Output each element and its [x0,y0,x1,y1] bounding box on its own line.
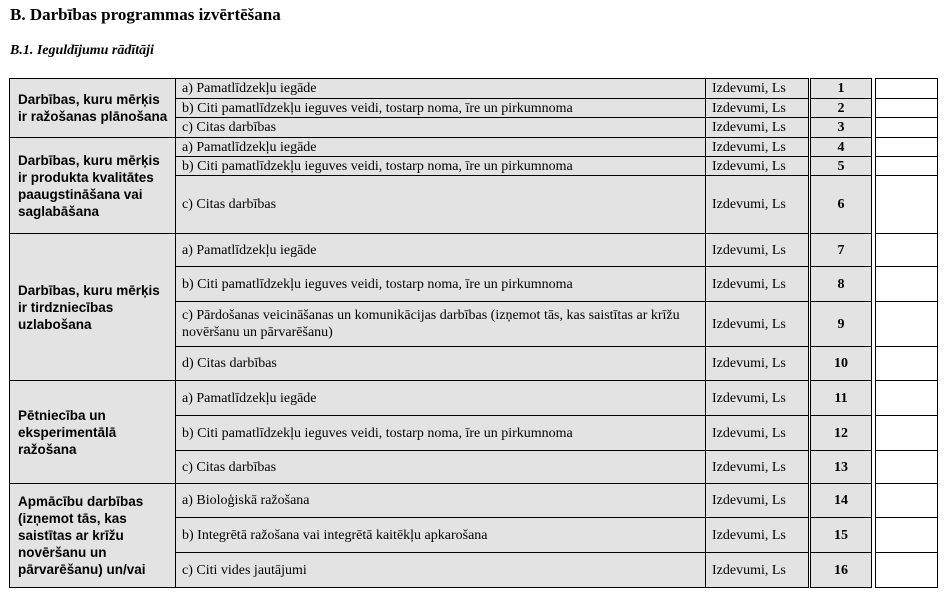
unit-label: Izdevumi, Ls [706,484,810,518]
table-row [10,234,938,267]
table-row [10,381,938,416]
row-number: 3 [810,118,872,138]
value-input-cell[interactable] [876,451,938,484]
item-label: c) Citas darbības [176,118,706,138]
item-label: c) Pārdošanas veicināšanas un komunikācijas darbības (izņemot tās, kas saistītas ar krīžu novēršanu un pārvarēšanu) [176,302,706,347]
item-label: d) Citas darbības [176,347,706,381]
unit-label: Izdevumi, Ls [706,518,810,553]
group-label: Apmācību darbības (izņemot tās, kas saistītas ar krīžu novēršanu un pārvarēšanu) un/vai [10,484,176,588]
unit-label: Izdevumi, Ls [706,416,810,451]
row-number: 4 [810,138,872,157]
investment-indicators-table [9,78,938,588]
group-label: Darbības, kuru mērķis ir ražošanas plānošana [10,79,176,138]
table-row [10,484,938,518]
value-input-cell[interactable] [876,79,938,99]
value-input-cell[interactable] [876,416,938,451]
row-number: 15 [810,518,872,553]
row-number: 2 [810,99,872,118]
item-label: b) Citi pamatlīdzekļu ieguves veidi, tostarp noma, īre un pirkumnoma [176,99,706,118]
table-row [10,79,938,99]
row-number: 13 [810,451,872,484]
item-label: a) Pamatlīdzekļu iegāde [176,381,706,416]
unit-label: Izdevumi, Ls [706,451,810,484]
value-input-cell[interactable] [876,267,938,302]
unit-label: Izdevumi, Ls [706,553,810,588]
group-label: Darbības, kuru mērķis ir produkta kvalitātes paaugstināšana vai saglabāšana [10,138,176,234]
row-number: 10 [810,347,872,381]
unit-label: Izdevumi, Ls [706,118,810,138]
row-number: 11 [810,381,872,416]
value-input-cell[interactable] [876,138,938,157]
item-label: b) Integrētā ražošana vai integrētā kaitēkļu apkarošana [176,518,706,553]
row-number: 12 [810,416,872,451]
row-number: 1 [810,79,872,99]
value-input-cell[interactable] [876,347,938,381]
unit-label: Izdevumi, Ls [706,347,810,381]
item-label: b) Citi pamatlīdzekļu ieguves veidi, tostarp noma, īre un pirkumnoma [176,267,706,302]
unit-label: Izdevumi, Ls [706,138,810,157]
section-subtitle: B.1. Ieguldījumu rādītāji [10,43,154,58]
row-number: 14 [810,484,872,518]
row-number: 6 [810,176,872,234]
value-input-cell[interactable] [876,484,938,518]
item-label: c) Citi vides jautājumi [176,553,706,588]
item-label: a) Bioloģiskā ražošana [176,484,706,518]
item-label: c) Citas darbības [176,176,706,234]
value-input-cell[interactable] [876,157,938,176]
unit-label: Izdevumi, Ls [706,302,810,347]
unit-label: Izdevumi, Ls [706,176,810,234]
value-input-cell[interactable] [876,381,938,416]
item-label: b) Citi pamatlīdzekļu ieguves veidi, tostarp noma, īre un pirkumnoma [176,416,706,451]
value-input-cell[interactable] [876,118,938,138]
unit-label: Izdevumi, Ls [706,99,810,118]
unit-label: Izdevumi, Ls [706,381,810,416]
table-row [10,138,938,157]
row-number: 7 [810,234,872,267]
value-input-cell[interactable] [876,234,938,267]
row-number: 9 [810,302,872,347]
value-input-cell[interactable] [876,302,938,347]
unit-label: Izdevumi, Ls [706,157,810,176]
value-input-cell[interactable] [876,518,938,553]
row-number: 5 [810,157,872,176]
group-label: Pētniecība un eksperimentālā ražošana [10,381,176,484]
unit-label: Izdevumi, Ls [706,234,810,267]
item-label: a) Pamatlīdzekļu iegāde [176,79,706,99]
row-number: 8 [810,267,872,302]
item-label: c) Citas darbības [176,451,706,484]
value-input-cell[interactable] [876,176,938,234]
unit-label: Izdevumi, Ls [706,79,810,99]
value-input-cell[interactable] [876,553,938,588]
value-input-cell[interactable] [876,99,938,118]
row-number: 16 [810,553,872,588]
item-label: a) Pamatlīdzekļu iegāde [176,138,706,157]
section-title: B. Darbības programmas izvērtēšana [10,5,281,24]
item-label: a) Pamatlīdzekļu iegāde [176,234,706,267]
item-label: b) Citi pamatlīdzekļu ieguves veidi, tostarp noma, īre un pirkumnoma [176,157,706,176]
unit-label: Izdevumi, Ls [706,267,810,302]
group-label: Darbības, kuru mērķis ir tirdzniecības uzlabošana [10,234,176,381]
